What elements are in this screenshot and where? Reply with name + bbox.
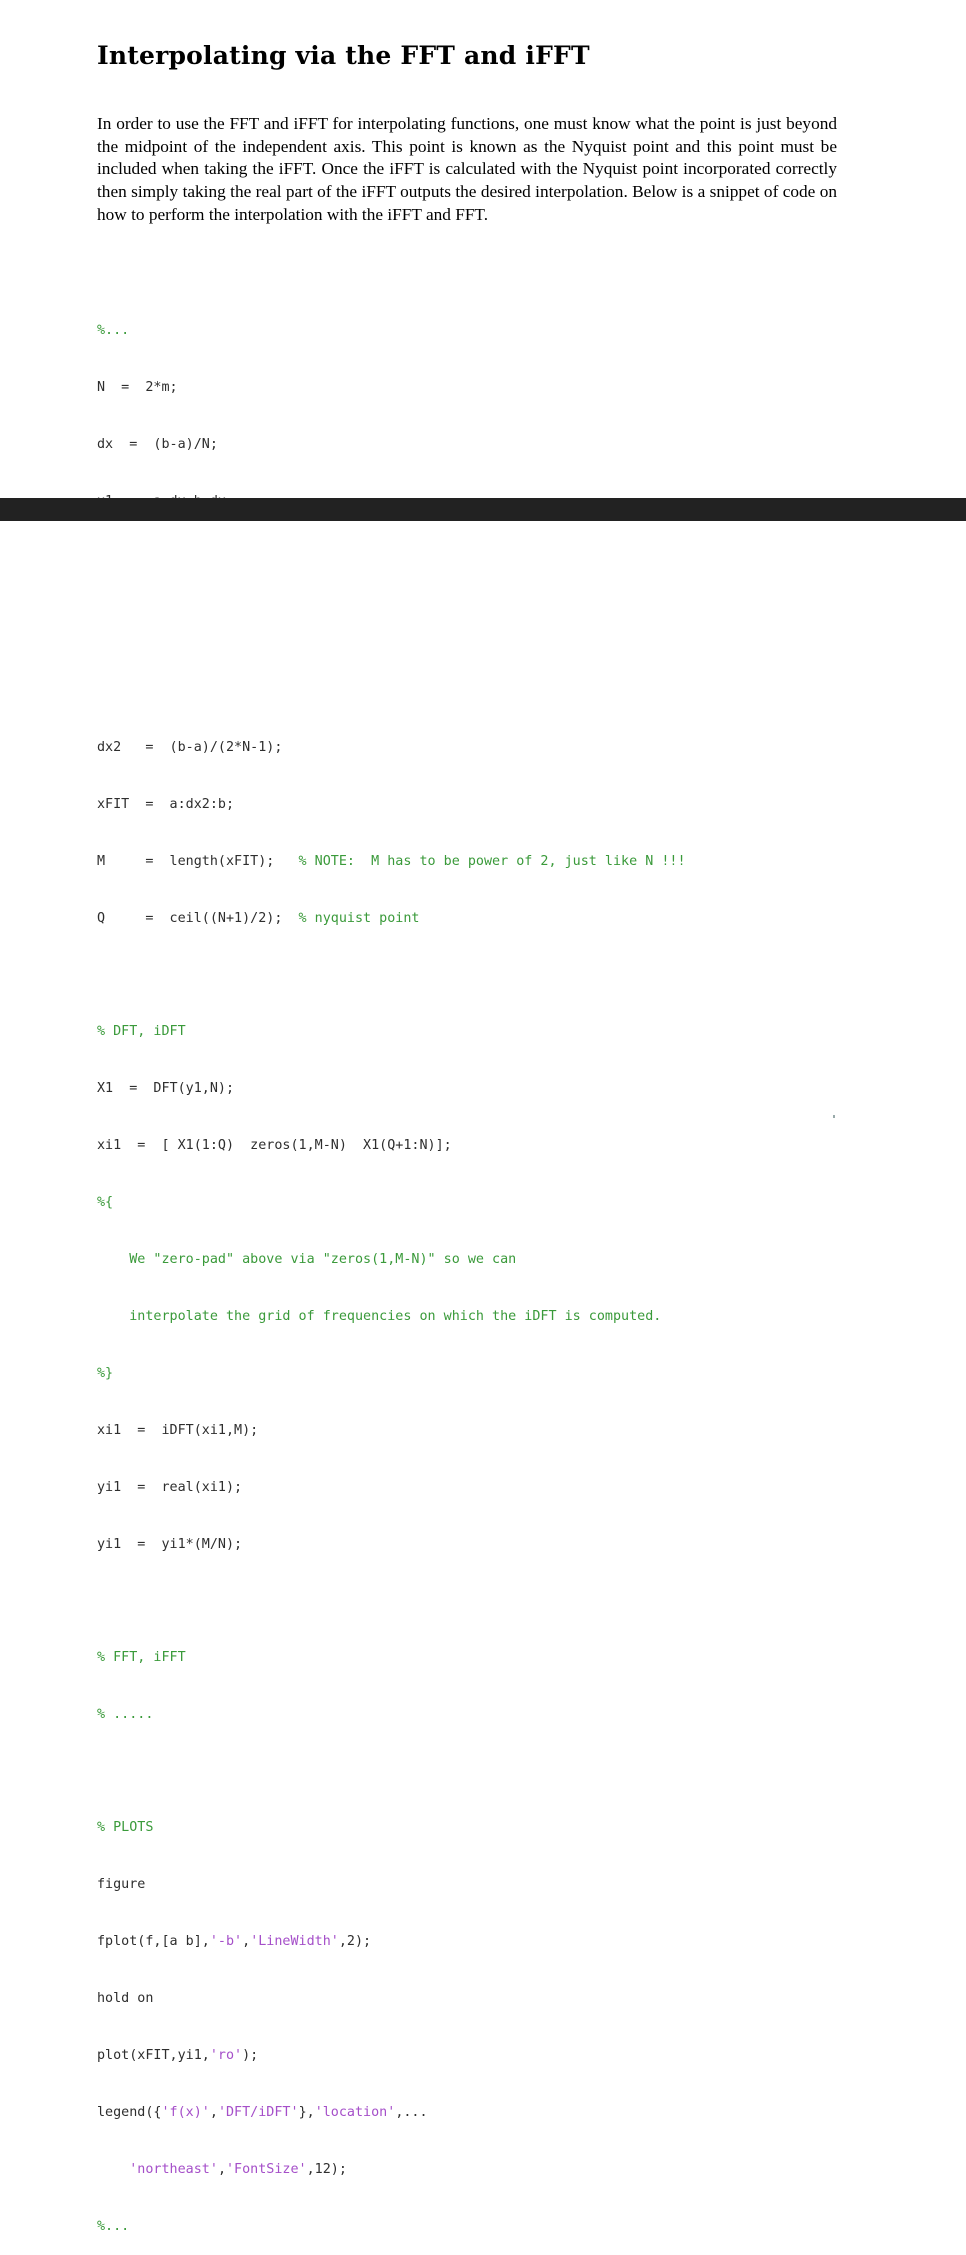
document-page-top	[0, 0, 966, 498]
code-string: 'f(x)'	[161, 2105, 210, 2120]
code-line	[97, 852, 686, 871]
code-snippet-bottom	[97, 700, 686, 2255]
code-line: xFIT = a:dx2:b;	[97, 797, 235, 812]
code-line: figure	[97, 1877, 146, 1892]
code-line: yi1 = yi1*(M/N);	[97, 1537, 243, 1552]
code-string: 'FontSize'	[226, 2162, 307, 2177]
code-line: hold on	[97, 1991, 154, 2006]
scan-mark	[833, 1115, 835, 1118]
code-comment-line: interpolate the grid of frequencies on which the iDFT is computed.	[97, 1309, 662, 1324]
code-gap	[97, 1592, 686, 1610]
code-gap	[97, 966, 686, 984]
code-line	[97, 2103, 686, 2122]
code-line	[97, 1932, 686, 1951]
code-indent	[97, 2162, 129, 2177]
code-text: M = length(xFIT);	[97, 854, 299, 869]
code-text: ,	[242, 1934, 251, 1949]
code-text: ,	[217, 2162, 226, 2177]
code-comment: % nyquist point	[298, 911, 420, 926]
code-text: },	[298, 2105, 315, 2120]
code-comment-line: % .....	[97, 1707, 154, 1722]
document-title: Interpolating via the FFT and iFFT	[97, 41, 590, 70]
code-text: ,...	[395, 2105, 428, 2120]
code-line: %...	[97, 323, 130, 338]
code-comment: % NOTE: M has to be power of 2, just like N !!!	[298, 854, 686, 869]
code-comment-line: % FFT, iFFT	[97, 1650, 186, 1665]
intro-paragraph: In order to use the FFT and iFFT for interpolating functions, one must know what the point is just beyond the midpoint of the independent axis. This point is known as the Nyquist point and this point must be included when taking the iFFT. Once the iFFT is calculated with the Nyquist point incorporated correctly then simply taking the real part of the iFFT outputs the desired interpolation. Below is a snippet of code on how to perform the interpolation with the iFFT and FFT.	[97, 114, 837, 224]
code-line: dx = (b-a)/N;	[97, 437, 218, 452]
code-line: xi1 = [ X1(1:Q) zeros(1,M-N) X1(Q+1:N)];	[97, 1138, 452, 1153]
code-gap	[97, 1762, 686, 1780]
code-line	[97, 2160, 686, 2179]
code-text: fplot(f,[a b],	[97, 1934, 210, 1949]
code-string: 'ro'	[209, 2048, 243, 2063]
code-comment-line: %{	[97, 1195, 114, 1210]
code-line: N = 2*m;	[97, 380, 178, 395]
code-comment-line: % DFT, iDFT	[97, 1024, 186, 1039]
code-line	[97, 909, 686, 928]
code-comment-line: %...	[97, 2219, 130, 2234]
code-line	[97, 2046, 686, 2065]
code-text: legend({	[97, 2105, 162, 2120]
code-comment-line: %}	[97, 1366, 114, 1381]
code-comment-line: We "zero-pad" above via "zeros(1,M-N)" so we can	[97, 1252, 517, 1267]
code-text: ,2);	[338, 1934, 372, 1949]
code-text: plot(xFIT,yi1,	[97, 2048, 210, 2063]
code-string: 'DFT/iDFT'	[217, 2105, 299, 2120]
code-string: '-b'	[209, 1934, 243, 1949]
code-line: X1 = DFT(y1,N);	[97, 1081, 235, 1096]
code-string: 'location'	[314, 2105, 396, 2120]
code-text: Q = ceil((N+1)/2);	[97, 911, 299, 926]
code-line: dx2 = (b-a)/(2*N-1);	[97, 740, 283, 755]
code-line: xi1 = iDFT(xi1,M);	[97, 1423, 259, 1438]
code-text: ,	[209, 2105, 218, 2120]
code-string: 'northeast'	[129, 2162, 218, 2177]
code-string: 'LineWidth'	[250, 1934, 339, 1949]
code-line: yi1 = real(xi1);	[97, 1480, 243, 1495]
code-comment-line: % PLOTS	[97, 1820, 154, 1835]
code-text: );	[242, 2048, 259, 2063]
page-divider-bar	[0, 498, 966, 521]
code-text: ,12);	[306, 2162, 347, 2177]
